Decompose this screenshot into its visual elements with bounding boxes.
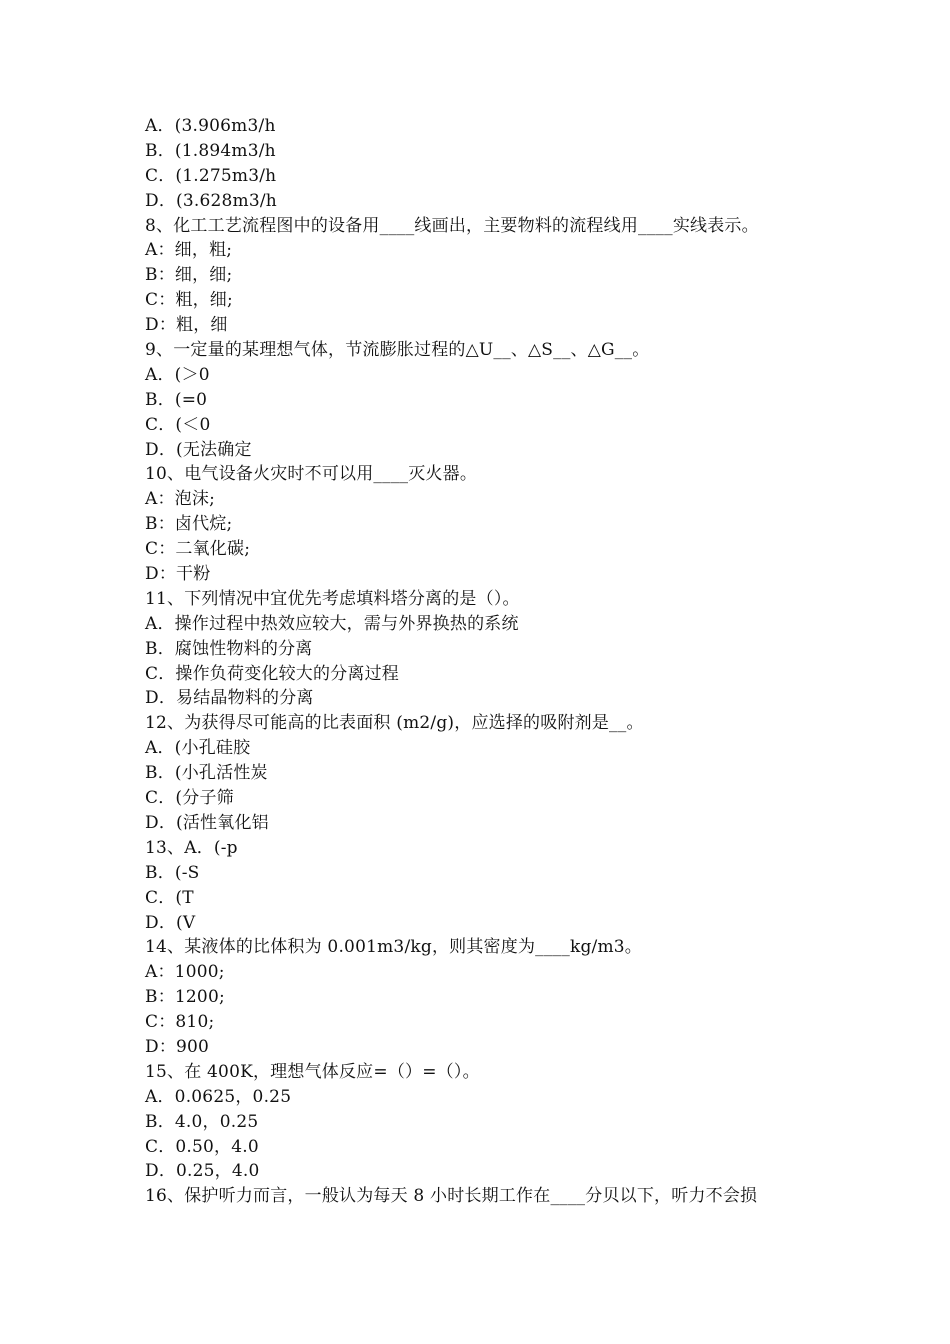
question-10: 10、电气设备火灾时不可以用____灭火器。 [145,464,478,485]
option-line: D．易结晶物料的分离 [145,688,314,709]
option-line: C：810; [145,1012,215,1033]
option-line: D．(活性氧化铝 [145,812,269,833]
question-11: 11、下列情况中宜优先考虑填料塔分离的是（）。 [145,588,520,609]
option-line: D．(3.628m3/h [145,190,277,211]
question-9: 9、一定量的某理想气体，节流膨胀过程的△U__、△S__、△G__。 [145,340,650,361]
option-line: D．0.25，4.0 [145,1161,260,1182]
option-line: A：1000; [145,962,225,983]
option-line: C．(＜0 [145,414,211,435]
option-line: A：泡沫; [145,489,216,510]
option-line: B：卤代烷; [145,514,233,535]
question-13: 13、A．(-p [145,837,238,858]
option-line: C．(1.275m3/h [145,165,277,186]
document-body [145,114,815,1209]
option-line: C：二氧化碳; [145,539,251,560]
option-line: B．(-S [145,862,200,883]
option-line: B：1200; [145,987,225,1008]
option-line: C．(分子筛 [145,788,234,809]
option-line: B．4.0，0.25 [145,1111,259,1132]
option-line: A．(小孔硅胶 [145,738,251,759]
option-line: D：900 [145,1036,210,1057]
question-8: 8、化工工艺流程图中的设备用____线画出，主要物料的流程线用____实线表示。 [145,215,759,236]
option-line: B．(=0 [145,389,208,410]
option-line: C．0.50，4.0 [145,1136,259,1157]
question-12: 12、为获得尽可能高的比表面积 (m2/g)，应选择的吸附剂是__。 [145,713,644,734]
question-15: 15、在 400K，理想气体反应=（）=（）。 [145,1061,480,1082]
option-line: B．(小孔活性炭 [145,763,268,784]
option-line: D．(无法确定 [145,439,252,460]
option-line: A．操作过程中热效应较大，需与外界换热的系统 [145,613,519,634]
option-line: D．(V [145,912,196,933]
option-line: B．腐蚀性物料的分离 [145,638,313,659]
question-14: 14、某液体的比体积为 0.001m3/kg，则其密度为____kg/m3。 [145,937,642,958]
option-line: B：细，细; [145,265,233,286]
option-line: C：粗，细; [145,290,233,311]
option-line: A．(＞0 [145,364,210,385]
question-16: 16、保护听力而言，一般认为每天 8 小时长期工作在____分贝以下，听力不会损 [145,1186,758,1207]
option-line: A．(3.906m3/h [145,116,276,136]
option-line: D：干粉 [145,564,211,585]
option-line: C．操作负荷变化较大的分离过程 [145,663,400,684]
option-line: A：细，粗; [145,240,233,261]
option-line: B．(1.894m3/h [145,140,276,161]
option-line: A．0.0625，0.25 [145,1086,292,1107]
option-line: C．(T [145,887,194,908]
option-line: D：粗，细 [145,315,228,336]
